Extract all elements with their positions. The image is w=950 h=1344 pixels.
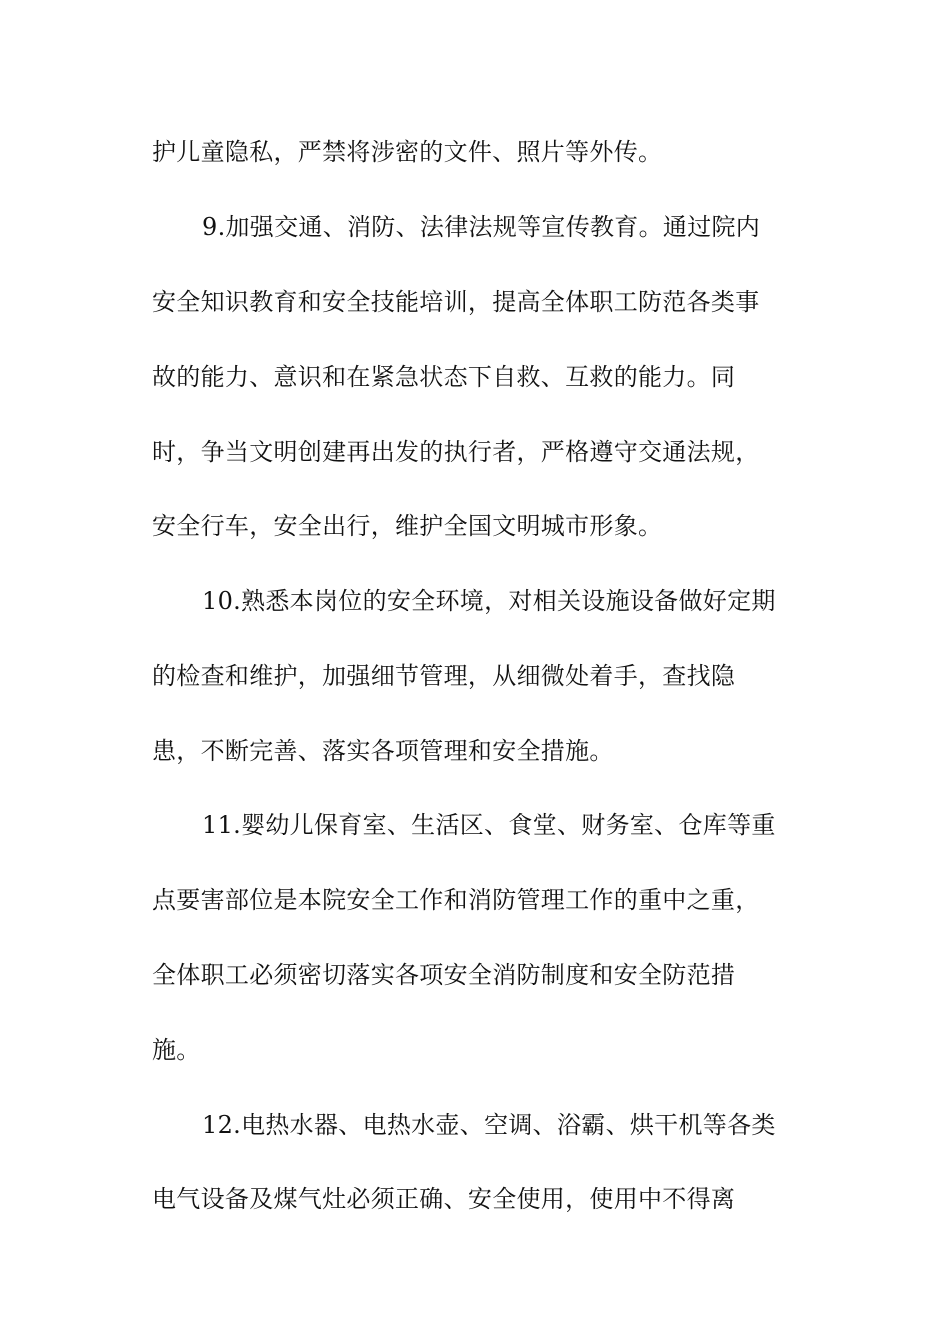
text-line: 施。 [152, 1036, 201, 1064]
text-line: 护儿童隐私，严禁将涉密的文件、照片等外传。 [152, 138, 663, 166]
text-line: 10.熟悉本岗位的安全环境，对相关设施设备做好定期 [202, 587, 776, 615]
text-line: 的检查和维护，加强细节管理，从细微处着手，查找隐 [152, 662, 736, 690]
text-line: 12.电热水器、电热水壶、空调、浴霸、烘干机等各类 [202, 1111, 776, 1139]
text-line: 点要害部位是本院安全工作和消防管理工作的重中之重， [152, 886, 760, 914]
text-line: 11.婴幼儿保育室、生活区、食堂、财务室、仓库等重 [202, 811, 776, 839]
text-line: 安全行车，安全出行，维护全国文明城市形象。 [152, 512, 663, 540]
text-line: 全体职工必须密切落实各项安全消防制度和安全防范措 [152, 961, 736, 989]
text-line: 患，不断完善、落实各项管理和安全措施。 [152, 737, 614, 765]
text-line: 电气设备及煤气灶必须正确、安全使用，使用中不得离 [152, 1185, 736, 1213]
text-line: 时，争当文明创建再出发的执行者，严格遵守交通法规， [152, 438, 760, 466]
text-line: 安全知识教育和安全技能培训，提高全体职工防范各类事 [152, 288, 760, 316]
text-line: 9.加强交通、消防、法律法规等宣传教育。通过院内 [202, 213, 761, 241]
text-line: 故的能力、意识和在紧急状态下自救、互救的能力。同 [152, 363, 736, 391]
